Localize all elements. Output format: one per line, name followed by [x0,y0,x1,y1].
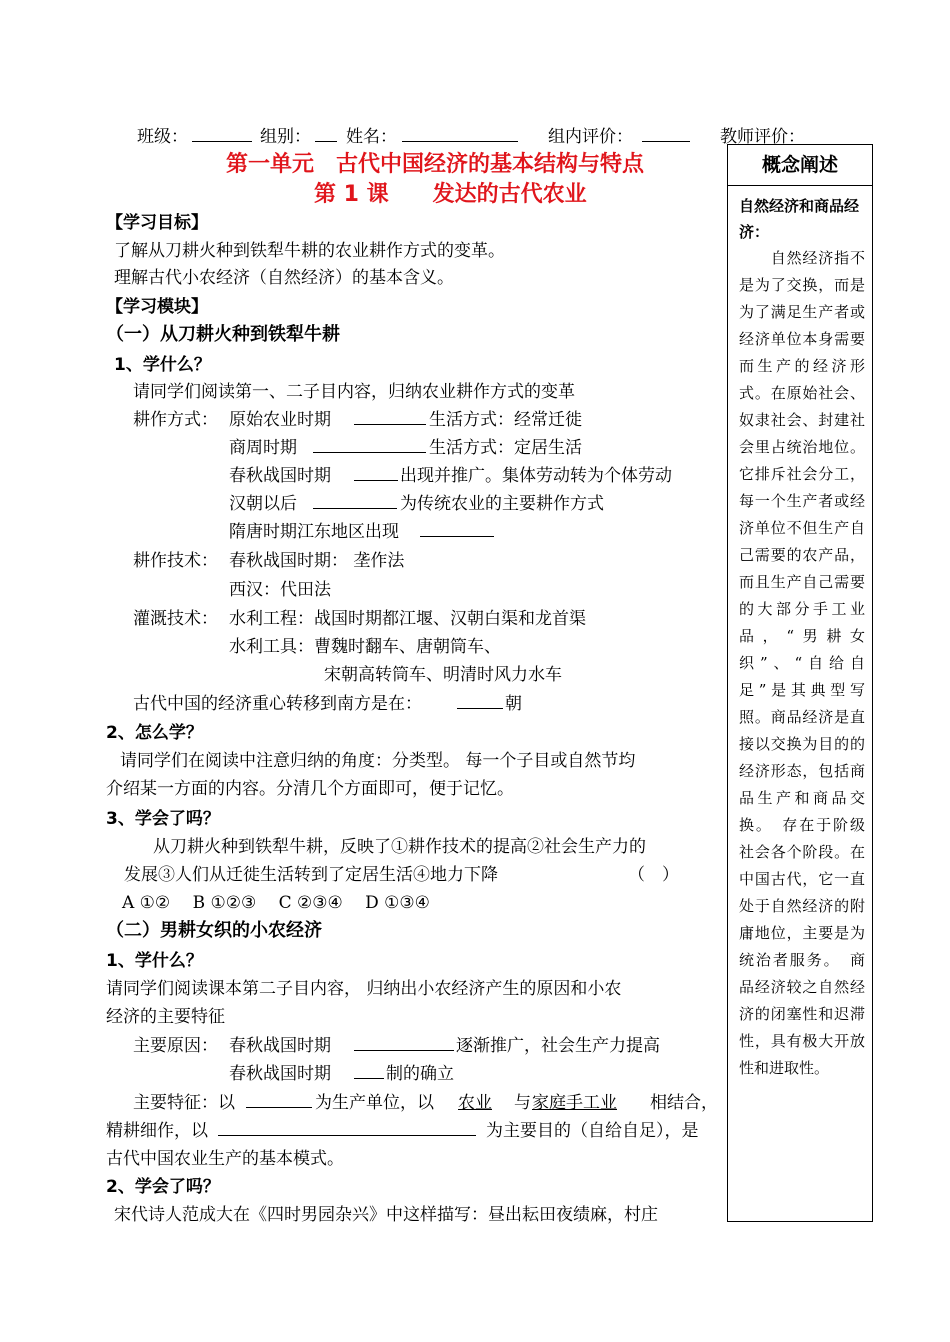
part1-intro: 请同学们阅读第一、二子目内容，归纳农业耕作方式的变革 [133,382,575,402]
feature-a: 主要特征：以 [133,1093,235,1113]
reason-1b: 逐渐推广，社会生产力提高 [456,1036,660,1056]
part1-heading: （一）从刀耕火种到铁犁牛耕 [106,324,340,345]
farming-label: 耕作方式： [133,410,218,430]
name-label: 姓名： [346,127,397,147]
blank-primitive[interactable] [354,407,426,425]
part1-q1: 1、学什么？ [114,355,211,375]
group-label: 组别： [260,127,311,147]
tech-2: 西汉：代田法 [229,580,331,600]
part2-q2: 2、学会了吗？ [106,1177,220,1197]
quiz-line-1: 从刀耕火种到铁犁牛耕，反映了①耕作技术的提高②社会生产力的 [153,837,646,857]
farming-2a: 商周时期 [229,438,297,458]
farming-3a: 春秋战国时期 [229,466,331,486]
feature-2a: 精耕细作，以 [106,1121,208,1141]
reason-1a: 春秋战国时期 [229,1036,331,1056]
reason-2a: 春秋战国时期 [229,1064,331,1084]
blank-reason-1[interactable] [354,1033,454,1051]
farming-2b: 生活方式：定居生活 [429,438,582,458]
feature-b: 为生产单位，以 [315,1093,434,1113]
tech-label: 耕作技术： [133,551,218,571]
blank-han[interactable] [313,491,397,509]
how-line-1: 请同学们在阅读中注意归纳的角度：分类型。 每一个子目或自然节均 [120,751,636,771]
how-line-2: 介绍某一方面的内容。分清几个方面即可，便于记忆。 [106,779,514,799]
feature-3: 古代中国农业生产的基本模式。 [106,1149,344,1169]
farming-5a: 隋唐时期江东地区出现 [229,522,399,542]
part1-q3: 3、学会了吗？ [106,809,220,829]
lesson-title: 第 1 课 发达的古代农业 [314,182,587,207]
group-field[interactable] [315,124,337,142]
sidebar-heading: 概念阐述 [728,145,872,186]
part2-heading: （二）男耕女织的小农经济 [106,920,322,941]
blank-reason-2[interactable] [354,1061,384,1079]
objectives-heading: 【学习目标】 [106,213,208,233]
reason-2b: 制的确立 [386,1064,454,1084]
center-shift-a: 古代中国的经济重心转移到南方是在： [133,694,422,714]
irrigation-1: 水利工程：战国时期都江堰、汉朝白渠和龙首渠 [229,609,586,629]
objective-item: 了解从刀耕火种到铁犁牛耕的农业耕作方式的变革。 [114,241,505,261]
sidebar-term: 自然经济和商品经济： [739,197,860,241]
reason-label: 主要原因： [133,1036,218,1056]
objective-item: 理解古代小农经济（自然经济）的基本含义。 [114,268,454,288]
farming-1a: 原始农业时期 [229,410,331,430]
feature-c: 相结合， [650,1093,718,1113]
sidebar-body: 自然经济指不是为了交换，而是为了满足生产者或经济单位本身需要而生产的经济形式。在原始社会、奴隶社会、封建社会里占统治地位。它排斥社会分工，每一个生产者或经济单位不但生产自己需要的农产品，而且生产自己需要的大部分手工业品，“男耕女织”、“自给自足”是其典型写照。商品经济是直接以交换为目的的经济形态，包括商品生产和商品交换。 存在于阶级社会各个阶段。在中国古代，它一直处于自然经济的附庸地位，主要是为统治者服务。 商品经济较之自然经济的闭塞性和迟滞性，具有极大开放性和进取性。 [739,249,865,1077]
blank-center-shift[interactable] [457,691,503,709]
name-field[interactable] [402,124,518,142]
blank-suitang[interactable] [420,519,494,537]
tech-1: 春秋战国时期： 垄作法 [229,551,405,571]
modules-heading: 【学习模块】 [106,297,208,317]
feature-2b: 为主要目的（自给自足），是 [486,1121,699,1141]
farming-3b: 出现并推广。集体劳动转为个体劳动 [400,466,672,486]
blank-feature-purpose[interactable] [218,1118,476,1136]
part1-q2: 2、怎么学？ [106,723,203,743]
poem-line: 宋代诗人范成大在《四时男园杂兴》中这样描写：昼出耘田夜绩麻，村庄 [114,1205,658,1225]
center-shift-b: 朝 [505,694,522,714]
quiz-options: A ①② B ①②③ C ②③④ D ①③④ [122,893,430,913]
class-field[interactable] [192,124,252,142]
farming-4a: 汉朝以后 [229,494,297,514]
part2-intro-2: 经济的主要特征 [106,1007,225,1027]
concept-sidebar [727,144,873,1222]
farming-4b: 为传统农业的主要耕作方式 [400,494,604,514]
unit-title: 第一单元 古代中国经济的基本结构与特点 [226,152,645,177]
blank-chunqiu[interactable] [354,463,398,481]
irrigation-3: 宋朝高转筒车、明清时风力水车 [324,665,562,685]
feature-craft: 家庭手工业 [532,1093,617,1113]
farming-1b: 生活方式：经常迁徙 [429,410,582,430]
group-eval-label: 组内评价： [548,127,633,147]
irrigation-label: 灌溉技术： [133,609,218,629]
group-eval-field[interactable] [642,124,690,142]
class-label: 班级： [137,127,188,147]
blank-feature-unit[interactable] [246,1090,312,1108]
teacher-eval-label: 教师评价： [720,127,805,147]
quiz-line-2: 发展③人们从迁徙生活转到了定居生活④地力下降 [124,865,498,885]
part2-q1: 1、学什么？ [106,951,203,971]
feature-with: 与 [514,1093,531,1113]
quiz-answer-paren[interactable]: （ ） [628,865,679,885]
irrigation-2: 水利工具：曹魏时翻车、唐朝筒车、 [229,637,501,657]
blank-shangzhou[interactable] [313,435,426,453]
feature-farm: 农业 [458,1093,492,1113]
part2-intro-1: 请同学们阅读课本第二子目内容， 归纳出小农经济产生的原因和小农 [106,979,622,999]
